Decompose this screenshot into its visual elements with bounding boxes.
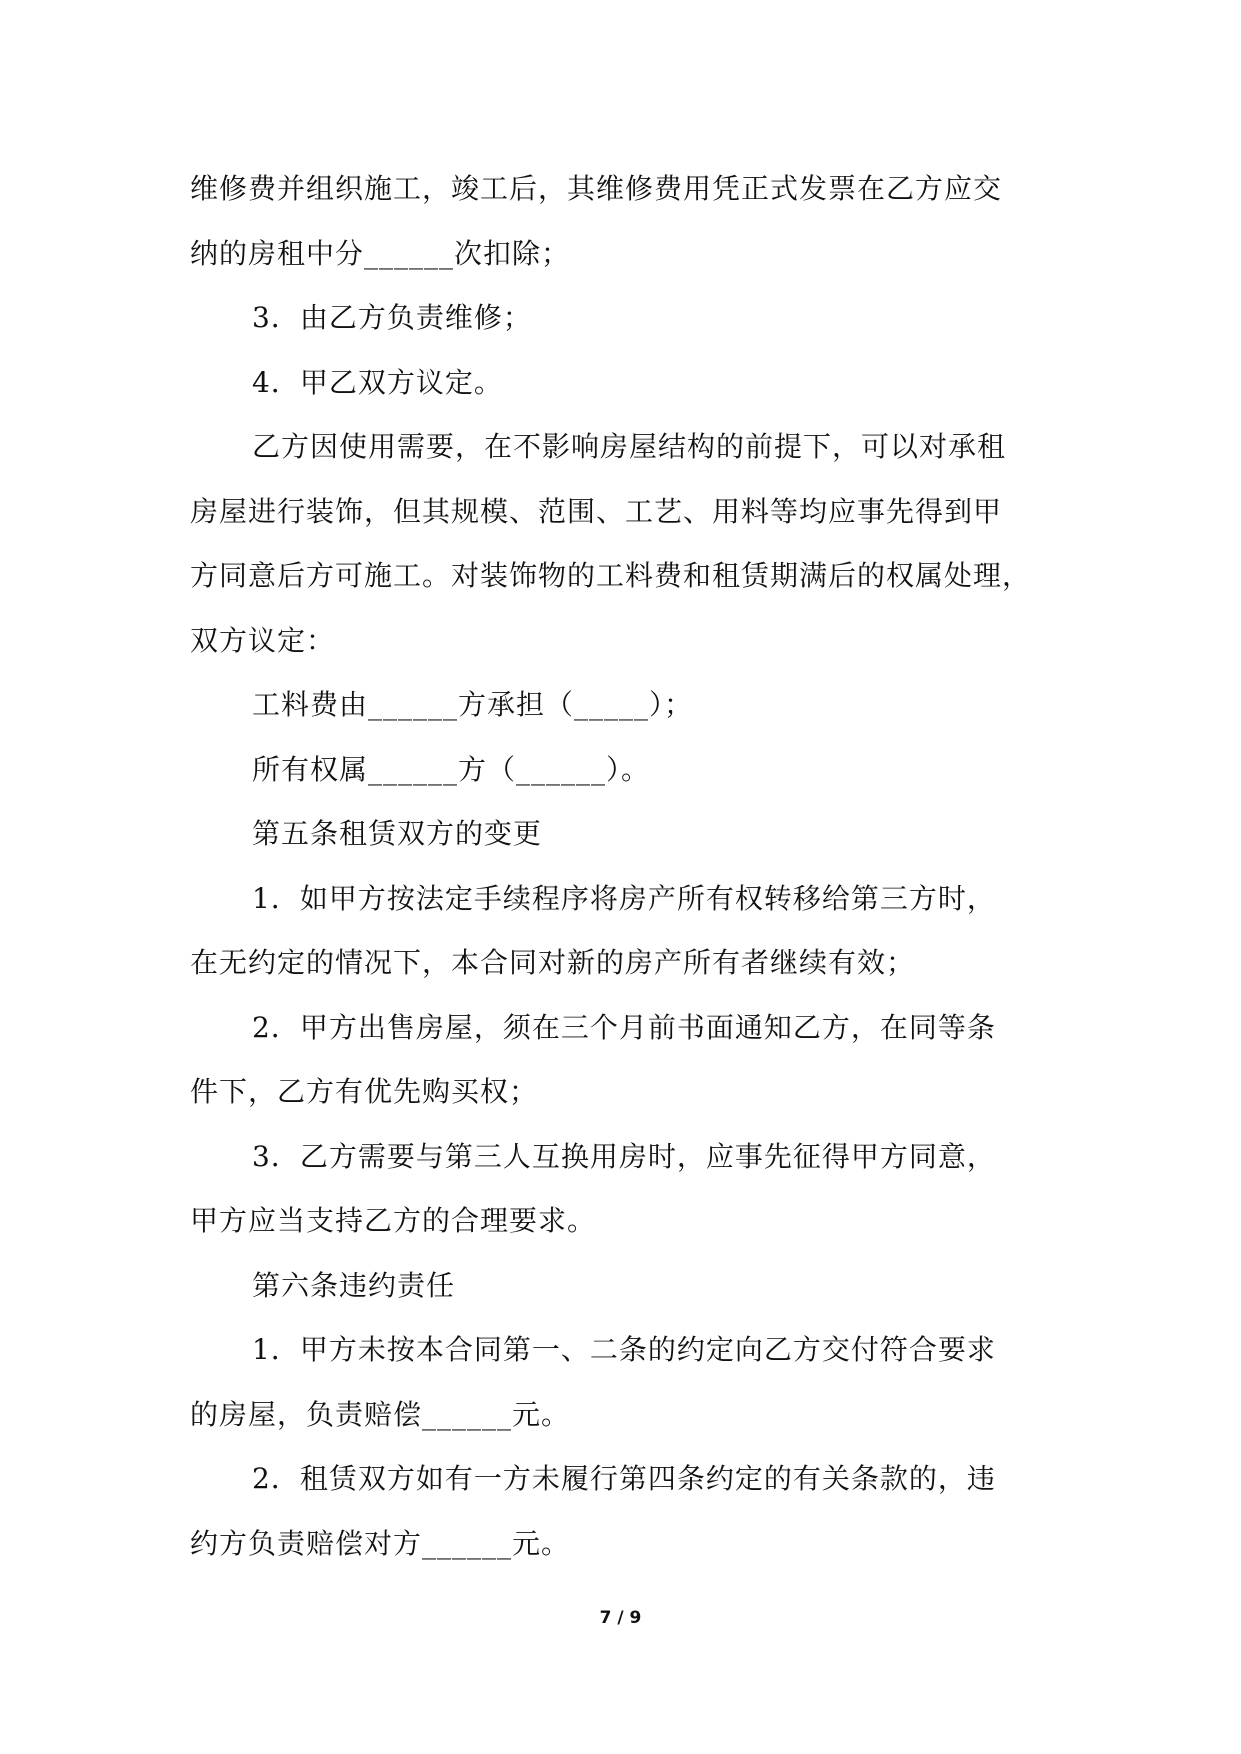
text-line: 甲方应当支持乙方的合理要求。 bbox=[190, 1204, 597, 1237]
text-line: 纳的房租中分______次扣除； bbox=[190, 236, 571, 270]
section-heading: 第五条租赁双方的变更 bbox=[252, 817, 543, 850]
text-line: 约方负责赔偿对方______元。 bbox=[190, 1526, 571, 1560]
text-line: 3．由乙方负责维修； bbox=[252, 301, 532, 334]
text-line: 件下，乙方有优先购买权； bbox=[190, 1075, 539, 1108]
text-line: 4．甲乙双方议定。 bbox=[252, 365, 503, 399]
text-line: 2．甲方出售房屋，须在三个月前书面通知乙方，在同等条 bbox=[252, 1010, 996, 1044]
text-line: 1．甲方未按本合同第一、二条的约定向乙方交付符合要求 bbox=[252, 1333, 996, 1366]
text-line: 工料费由______方承担（_____）； bbox=[252, 688, 694, 721]
text-line: 2．租赁双方如有一方未履行第四条约定的有关条款的，违 bbox=[252, 1462, 996, 1495]
text-line: 所有权属______方（______）。 bbox=[252, 752, 651, 786]
text-line: 双方议定： bbox=[190, 623, 336, 657]
text-line: 3．乙方需要与第三人互换用房时，应事先征得甲方同意， bbox=[252, 1139, 996, 1173]
document-body bbox=[190, 157, 1060, 1576]
text-line: 在无约定的情况下，本合同对新的房产所有者继续有效； bbox=[190, 946, 916, 979]
page-number: 7 / 9 bbox=[599, 1608, 642, 1628]
text-line: 房屋进行装饰，但其规模、范围、工艺、用料等均应事先得到甲 bbox=[190, 494, 1003, 528]
text-line: 1．如甲方按法定手续程序将房产所有权转移给第三方时， bbox=[252, 881, 996, 915]
text-line: 乙方因使用需要，在不影响房屋结构的前提下，可以对承租 bbox=[252, 430, 1007, 463]
text-line: 维修费并组织施工，竣工后，其维修费用凭正式发票在乙方应交 bbox=[190, 172, 1003, 205]
text-line: 方同意后方可施工。对装饰物的工料费和租赁期满后的权属处理， bbox=[190, 559, 1032, 592]
section-heading: 第六条违约责任 bbox=[252, 1268, 456, 1302]
text-line: 的房屋，负责赔偿______元。 bbox=[190, 1397, 571, 1431]
